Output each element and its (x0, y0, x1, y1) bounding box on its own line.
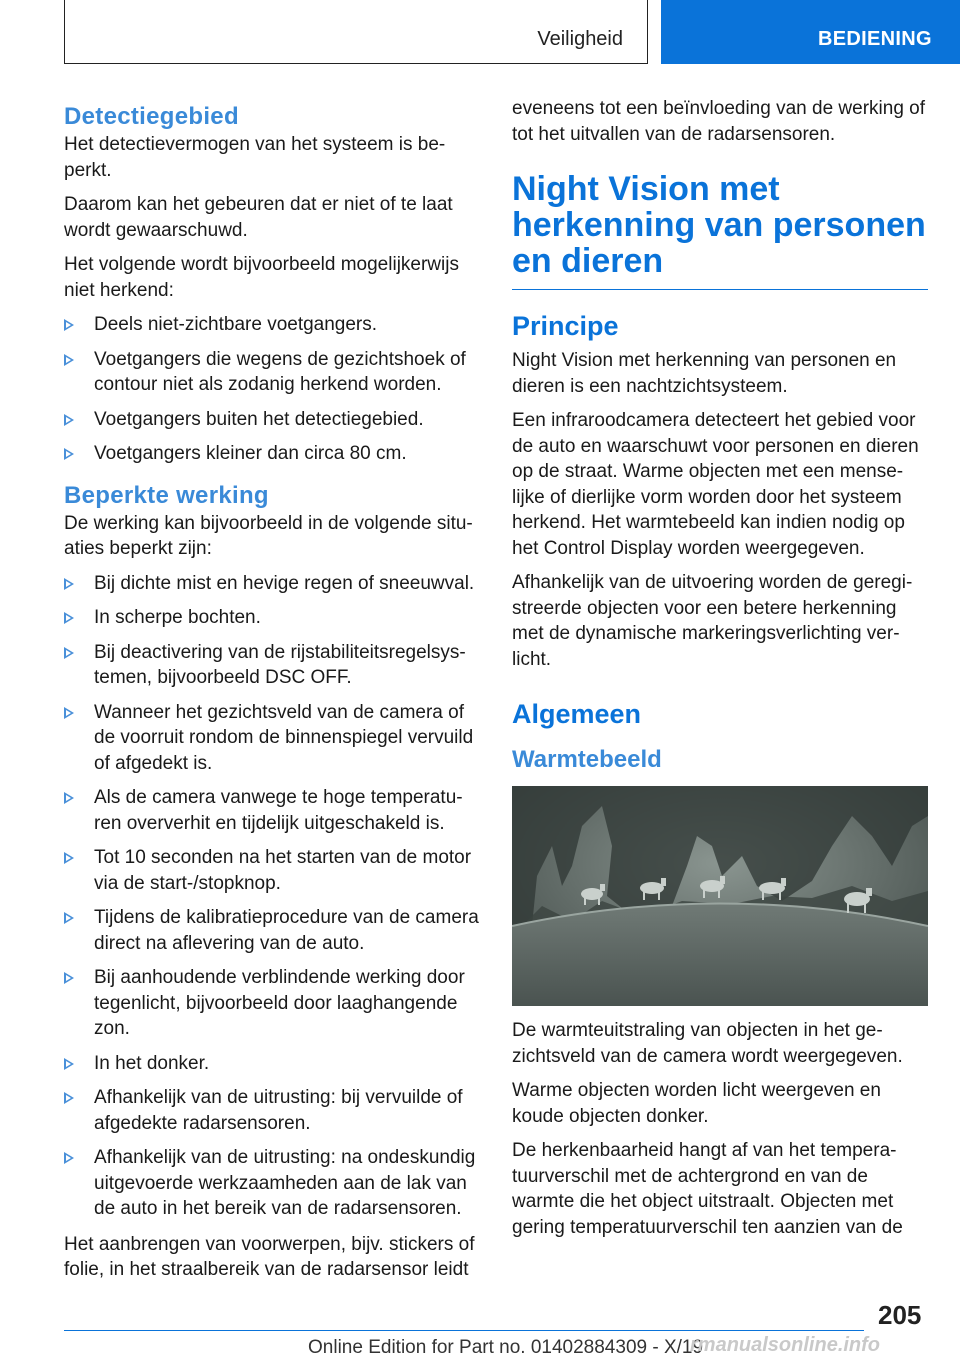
triangle-bullet-icon (64, 578, 74, 590)
paragraph: De herkenbaarheid hangt af van het tempera‐tuurverschil met de achtergrond en van de warmte die het object uitstraalt. Objecten met gering temperatuurverschil ten aanzien van de (512, 1140, 903, 1238)
footer-edition-text: Online Edition for Part no. 01402884309 - X/19 (308, 1337, 704, 1358)
triangle-bullet-icon (64, 707, 74, 719)
heading-algemeen: Algemeen (512, 699, 642, 729)
header-chapter-tab: BEDIENING (661, 0, 960, 64)
list-item: Wanneer het gezichtsveld van de camera of de voorruit rondom de binnenspiegel vervuild of afgedekt is. (64, 700, 482, 777)
right-column (512, 96, 928, 1249)
triangle-bullet-icon (64, 792, 74, 804)
triangle-bullet-icon (64, 647, 74, 659)
list-item: Voetgangers buiten het detectiegebied. (64, 407, 482, 433)
triangle-bullet-icon (64, 1058, 74, 1070)
paragraph: Daarom kan het gebeuren dat er niet of te laat wordt gewaarschuwd. (64, 194, 453, 241)
paragraph: Warme objecten worden licht weergeven en koude objecten donker. (512, 1080, 881, 1127)
triangle-bullet-icon (64, 448, 74, 460)
triangle-bullet-icon (64, 1092, 74, 1104)
paragraph: De warmteuitstraling van objecten in het ge‐zichtsveld van de camera wordt weergegeven. (512, 1020, 903, 1067)
triangle-bullet-icon (64, 612, 74, 624)
header-section-box (64, 0, 648, 64)
list-item: Als de camera vanwege te hoge temperatu‐ren oververhit en tijdelijk uitgeschakeld is. (64, 785, 482, 836)
paragraph: Het aanbrengen van voorwerpen, bijv. stickers of folie, in het straalbereik van de radarsensor leidt (64, 1233, 475, 1280)
list-item: Bij aanhoudende verblindende werking door tegenlicht, bijvoorbeeld door laaghangende zon. (64, 965, 482, 1042)
list-item: Afhankelijk van de uitrusting: bij vervuilde of afgedekte radarsensoren. (64, 1085, 482, 1136)
bullet-list-detection (64, 312, 482, 467)
paragraph: Het volgende wordt bijvoorbeeld mogelijkerwijs niet herkend: (64, 254, 459, 301)
paragraph: Afhankelijk van de uitvoering worden de geregi‐streerde objecten voor een betere herkenning met de dynamische markeringsverlichting ver‐licht. (512, 572, 913, 670)
paragraph: Night Vision met herkenning van personen en dieren is een nachtzichtsysteem. (512, 350, 897, 397)
heading-warmtebeeld: Warmtebeeld (512, 746, 662, 773)
paragraph: Het detectievermogen van het systeem is be‐perkt. (64, 134, 446, 181)
triangle-bullet-icon (64, 1152, 74, 1164)
heading-detectiegebied: Detectiegebied (64, 103, 239, 130)
heading-beperkte-werking: Beperkte werking (64, 481, 269, 509)
page-number: 205 (878, 1300, 922, 1330)
list-item: Voetgangers die wegens de gezichtshoek of contour niet als zodanig herkend worden. (64, 347, 482, 398)
triangle-bullet-icon (64, 852, 74, 864)
list-item: Bij deactivering van de rijstabiliteitsregelsys‐temen, bijvoorbeeld DSC OFF. (64, 640, 482, 691)
triangle-bullet-icon (64, 972, 74, 984)
header-section-title: Veiligheid (537, 28, 623, 50)
heading-principe: Principe (512, 311, 619, 341)
list-item: Bij dichte mist en hevige regen of sneeuwval. (64, 571, 482, 597)
list-item: Voetgangers kleiner dan circa 80 cm. (64, 441, 482, 467)
triangle-bullet-icon (64, 414, 74, 426)
footer-divider (64, 1330, 864, 1331)
bullet-list-limitations (64, 571, 482, 1222)
paragraph: Een infraroodcamera detecteert het gebied voor de auto en waarschuwt voor personen en dieren op de straat. Warme objecten met een mense‐lijke of dierlijke vorm worden door het systeem herkend. Het warmtebeeld kan indien nodig op het Control Display worden weergegeven. (512, 410, 919, 559)
paragraph: eveneens tot een beïnvloeding van de werking of tot het uitvallen van de radarsensoren. (512, 98, 926, 145)
triangle-bullet-icon (64, 354, 74, 366)
list-item: In het donker. (64, 1051, 482, 1077)
left-column (64, 96, 482, 1292)
thermal-image-animals (512, 786, 928, 1006)
list-item: Tijdens de kalibratieprocedure van de camera direct na aflevering van de auto. (64, 905, 482, 956)
paragraph: De werking kan bijvoorbeeld in de volgende situ‐aties beperkt zijn: (64, 512, 473, 559)
list-item: In scherpe bochten. (64, 605, 482, 631)
triangle-bullet-icon (64, 319, 74, 331)
list-item: Tot 10 seconden na het starten van de motor via de start-/stopknop. (64, 845, 482, 896)
chapter-heading-night-vision: Night Vision met herkenning van personen en dieren (512, 171, 928, 290)
list-item: Deels niet-zichtbare voetgangers. (64, 312, 482, 338)
watermark-text: rmanualsonline.info (690, 1334, 881, 1356)
triangle-bullet-icon (64, 912, 74, 924)
list-item: Afhankelijk van de uitrusting: na ondeskundig uitgevoerde werkzaamheden aan de lak van de auto in het bereik van de radarsensoren. (64, 1145, 482, 1222)
